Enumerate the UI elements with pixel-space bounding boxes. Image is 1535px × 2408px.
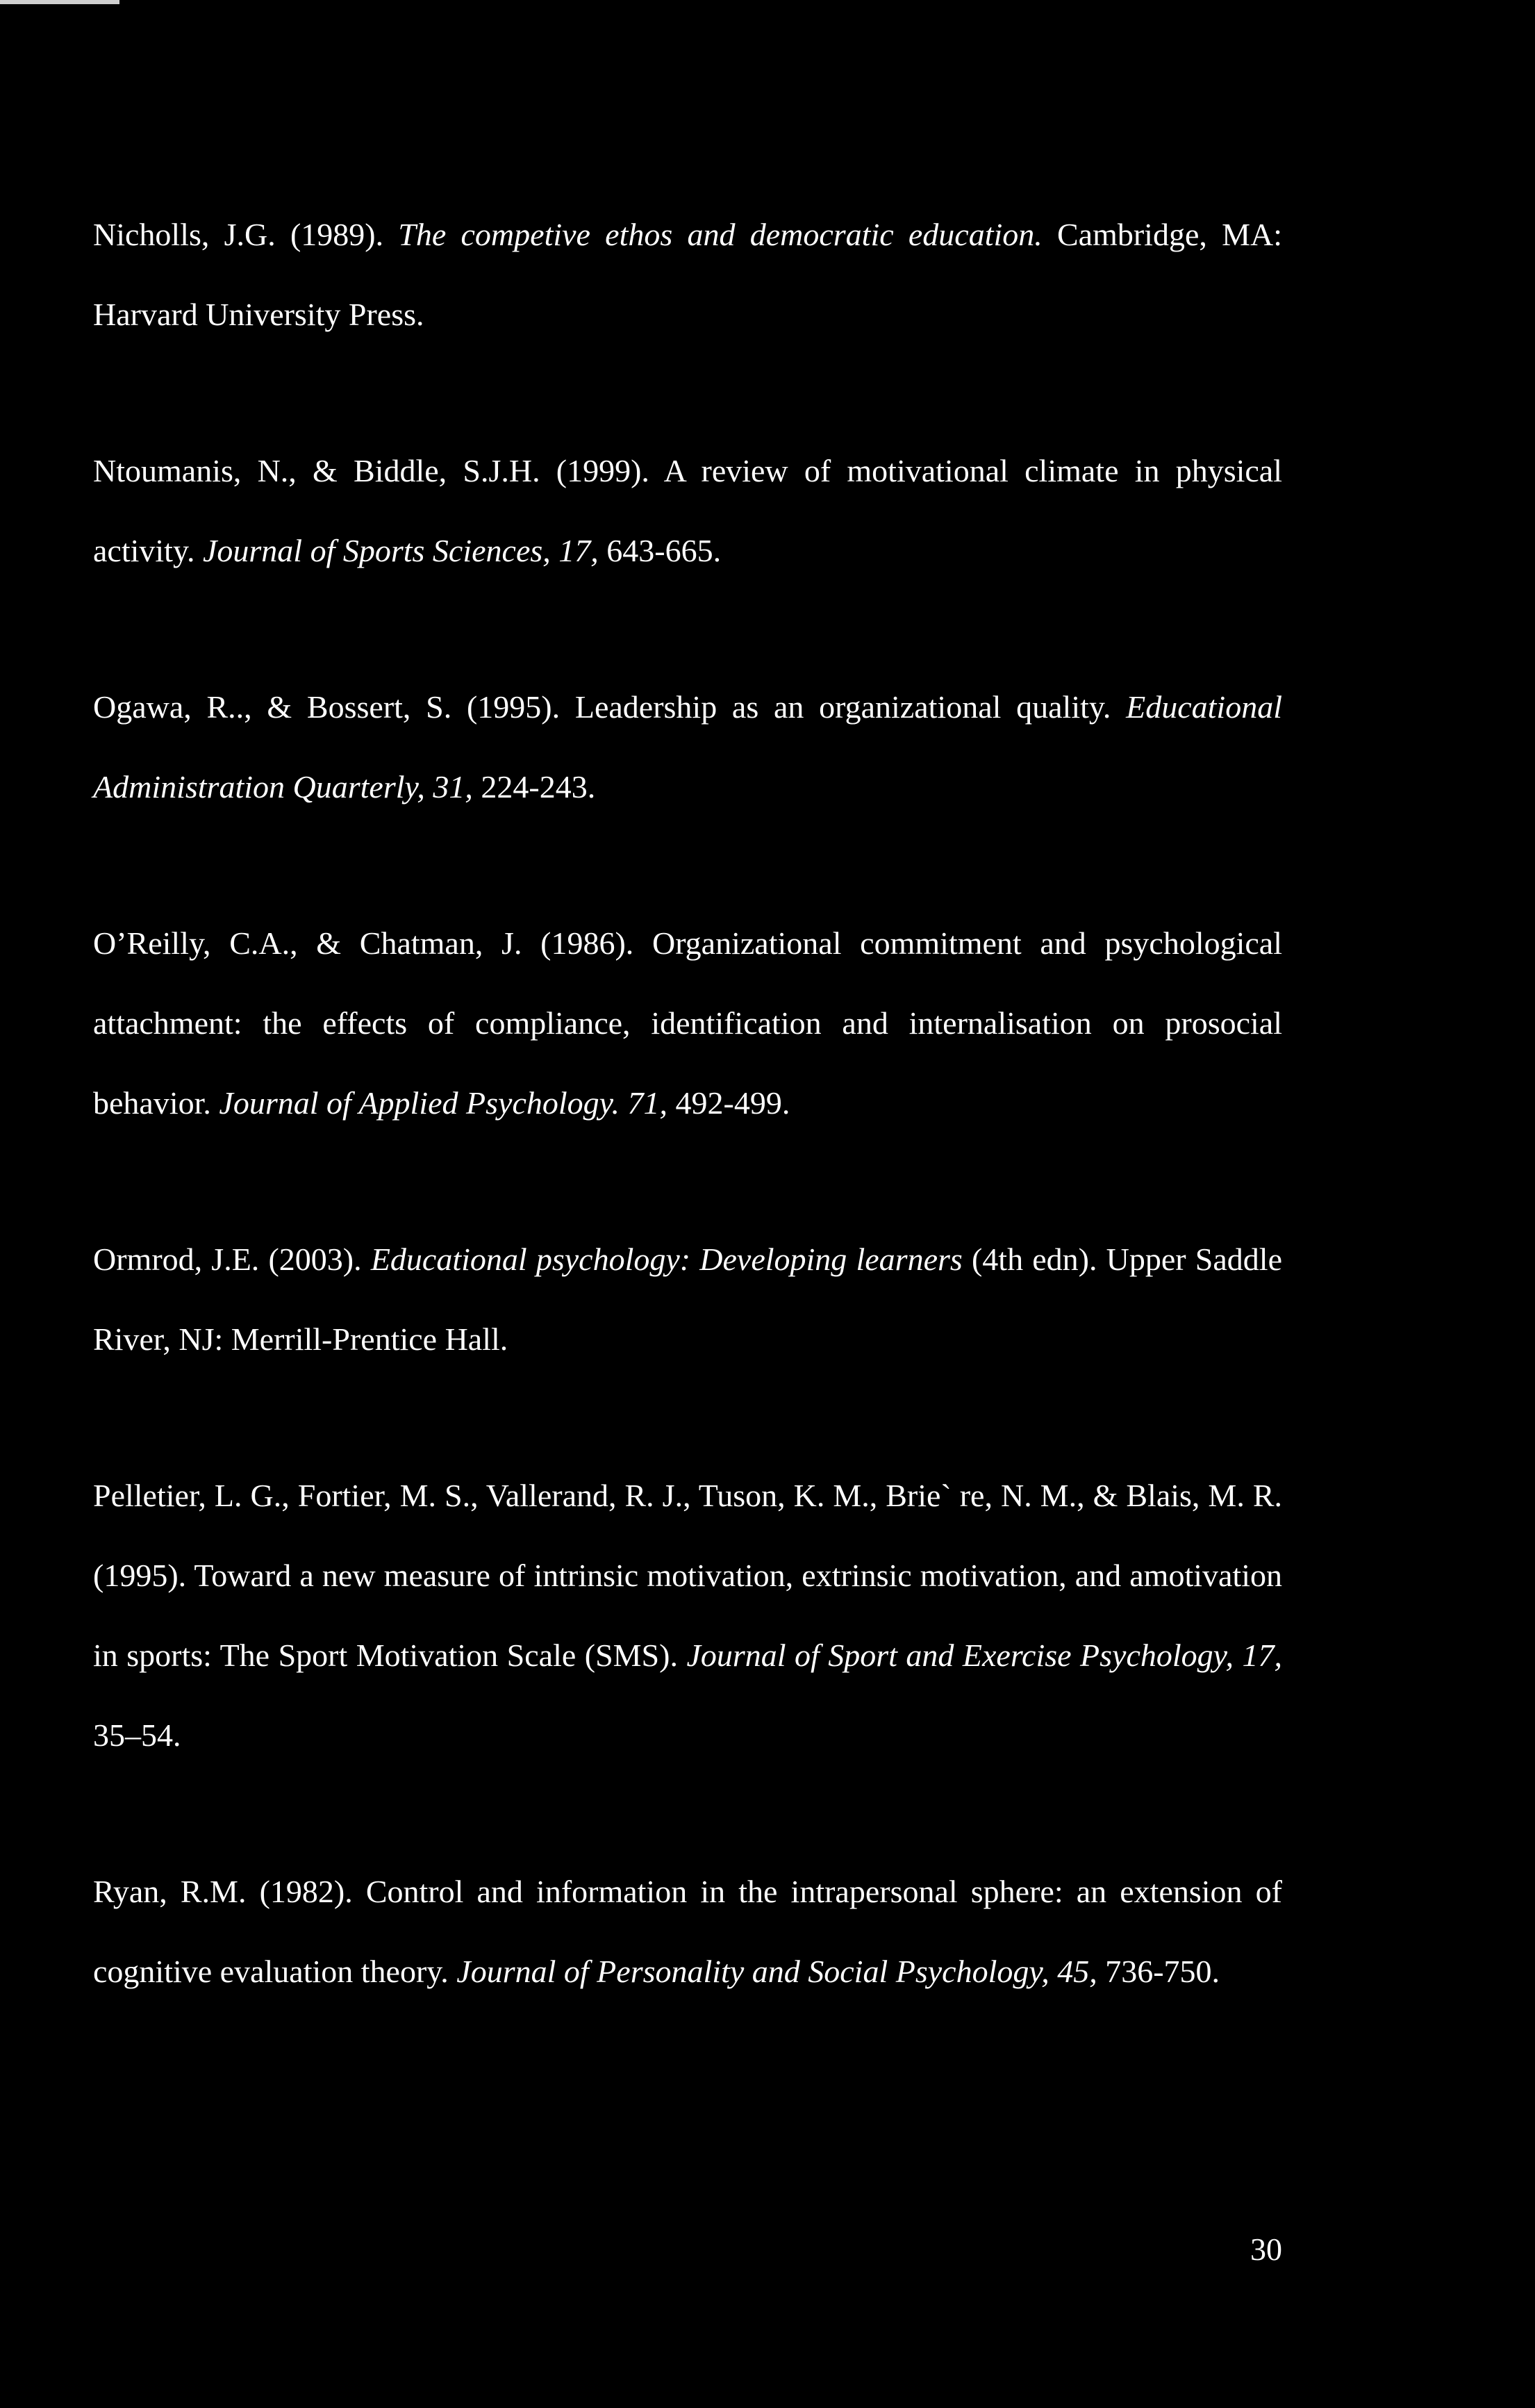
ref-text: Ntoumanis, N., & Biddle, S.J.H. (1999). A review of motivational climate in physical activity. xyxy=(93,453,1282,568)
reference-ntoumanis-1999 xyxy=(93,431,1282,591)
ref-text: 643-665. xyxy=(598,533,722,568)
ref-text: 492-499. xyxy=(667,1085,790,1121)
ref-journal-italic: Journal of Sports Sciences, 17, xyxy=(202,533,599,568)
ref-text: Nicholls, J.G. (1989). xyxy=(93,217,399,252)
ref-journal-italic: Journal of Applied Psychology. 71, xyxy=(219,1085,668,1121)
ref-text: (4th edn). Upper Saddle River, NJ: Merrill-Prentice Hall. xyxy=(93,1242,1282,1357)
reference-oreilly-1986 xyxy=(93,903,1282,1143)
scan-edge-mark xyxy=(0,0,119,4)
ref-text: 736-750. xyxy=(1097,1954,1220,1989)
reference-nicholls-1989 xyxy=(93,195,1282,354)
ref-journal-italic: Journal of Sport and Exercise Psychology, 17, xyxy=(686,1638,1282,1673)
reference-list xyxy=(93,195,1282,2088)
ref-text: O’Reilly, C.A., & Chatman, J. (1986). Organizational commitment and psychological attachment: the effects of compliance, identification and internalisation on prosocial behavior. xyxy=(93,925,1282,1121)
ref-text: Ormrod, J.E. (2003). xyxy=(93,1242,371,1277)
reference-pelletier-1995 xyxy=(93,1455,1282,1775)
ref-text: 224-243. xyxy=(472,769,596,805)
ref-journal-italic: Journal of Personality and Social Psychology, 45, xyxy=(456,1954,1097,1989)
ref-text: Cambridge, MA: Harvard University Press. xyxy=(93,217,1282,332)
ref-text: 35–54. xyxy=(93,1717,181,1753)
ref-title-italic: Educational psychology: Developing learners xyxy=(370,1242,963,1277)
ref-journal-italic: Educational Administration Quarterly, 31, xyxy=(93,689,1282,805)
ref-title-italic: The competive ethos and democratic education. xyxy=(398,217,1043,252)
ref-text: Ryan, R.M. (1982). Control and information in the intrapersonal sphere: an extension of cognitive evaluation theory. xyxy=(93,1874,1282,1989)
reference-ormrod-2003 xyxy=(93,1219,1282,1379)
ref-text: Ogawa, R.., & Bossert, S. (1995). Leadership as an organizational quality. xyxy=(93,689,1127,725)
page-number: 30 xyxy=(1250,2232,1282,2267)
reference-ogawa-1995 xyxy=(93,667,1282,827)
reference-ryan-1982 xyxy=(93,1852,1282,2011)
ref-text: Pelletier, L. G., Fortier, M. S., Vallerand, R. J., Tuson, K. M., Brie` re, N. M., & Blais, M. R. (1995). Toward a new measure of intrinsic motivation, extrinsic motivation, and amotivation in sports: The Sport Motivation Scale (SMS). xyxy=(93,1478,1282,1673)
